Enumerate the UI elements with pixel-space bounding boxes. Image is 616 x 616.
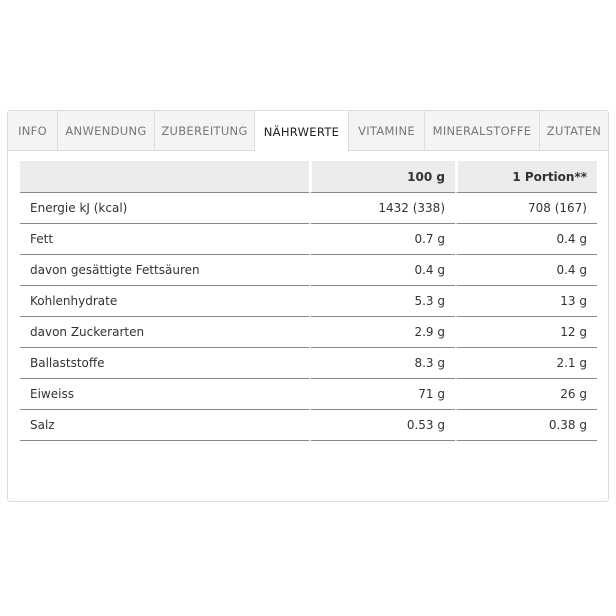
value-per-100g: 0.4 g <box>309 255 455 286</box>
table-row <box>20 255 597 286</box>
tab-content <box>8 151 608 441</box>
value-per-portion: 26 g <box>455 379 597 410</box>
value-per-portion: 708 (167) <box>455 193 597 224</box>
table-row <box>20 193 597 224</box>
value-per-100g: 5.3 g <box>309 286 455 317</box>
value-per-portion: 13 g <box>455 286 597 317</box>
table-row <box>20 410 597 441</box>
nutrition-table <box>20 161 597 441</box>
nutrient-label: Kohlenhydrate <box>20 286 309 317</box>
nutrient-label: Ballaststoffe <box>20 348 309 379</box>
value-per-100g: 1432 (338) <box>309 193 455 224</box>
nutrient-label: davon gesättigte Fettsäuren <box>20 255 309 286</box>
tab-zutaten[interactable]: ZUTATEN <box>546 124 602 138</box>
tab-naehrwerte[interactable]: NÄHRWERTE <box>255 111 349 152</box>
nutrient-label: Eiweiss <box>20 379 309 410</box>
header-per-portion: 1 Portion** <box>455 161 597 193</box>
tab-anwendung[interactable]: ANWENDUNG <box>58 111 155 151</box>
table-header-row <box>20 161 597 193</box>
tab-info[interactable]: INFO <box>8 111 58 151</box>
value-per-100g: 0.53 g <box>309 410 455 441</box>
header-nutrient <box>20 161 309 193</box>
value-per-portion: 0.38 g <box>455 410 597 441</box>
table-row <box>20 224 597 255</box>
value-per-portion: 0.4 g <box>455 255 597 286</box>
value-per-100g: 8.3 g <box>309 348 455 379</box>
tab-mineralstoffe[interactable]: MINERALSTOFFE <box>425 111 540 151</box>
header-per-100g: 100 g <box>309 161 455 193</box>
product-info-panel <box>7 110 609 502</box>
table-row <box>20 379 597 410</box>
tab-zubereitung[interactable]: ZUBEREITUNG <box>155 111 255 151</box>
tab-vitamine[interactable]: VITAMINE <box>349 111 425 151</box>
table-row <box>20 317 597 348</box>
table-row <box>20 286 597 317</box>
nutrient-label: Energie kJ (kcal) <box>20 193 309 224</box>
nutrient-label: davon Zuckerarten <box>20 317 309 348</box>
value-per-portion: 2.1 g <box>455 348 597 379</box>
value-per-portion: 12 g <box>455 317 597 348</box>
tab-bar <box>8 111 608 151</box>
nutrient-label: Fett <box>20 224 309 255</box>
value-per-portion: 0.4 g <box>455 224 597 255</box>
table-row <box>20 348 597 379</box>
value-per-100g: 2.9 g <box>309 317 455 348</box>
nutrient-label: Salz <box>20 410 309 441</box>
value-per-100g: 71 g <box>309 379 455 410</box>
value-per-100g: 0.7 g <box>309 224 455 255</box>
